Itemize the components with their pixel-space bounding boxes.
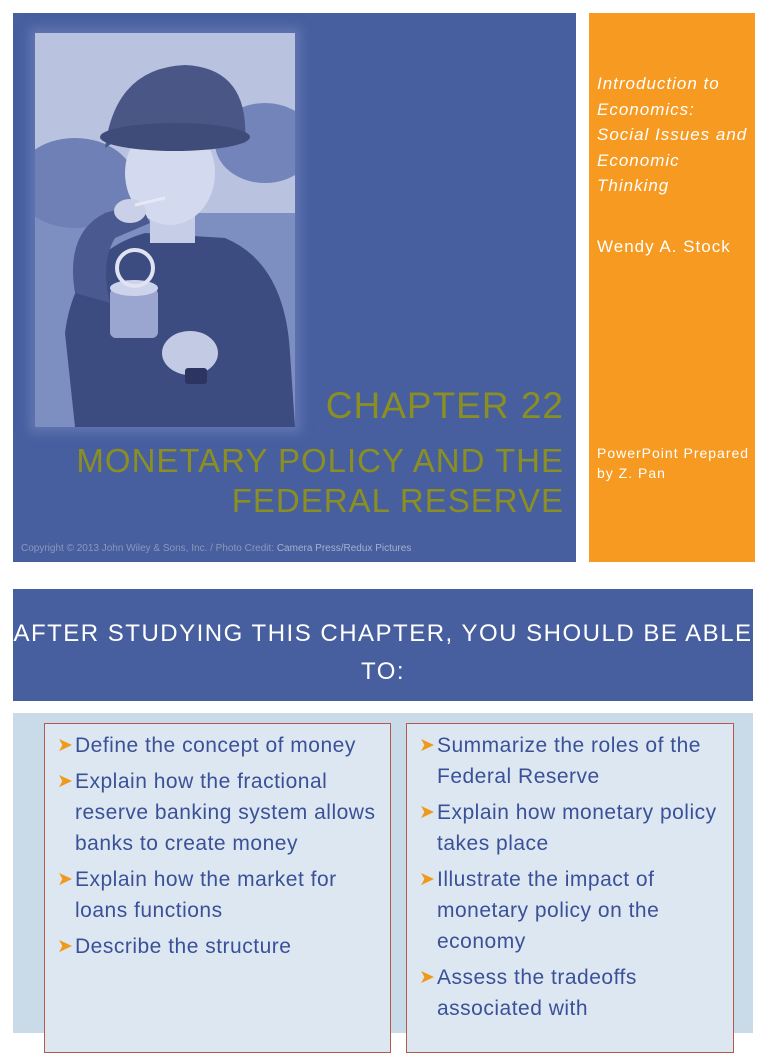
orange-arrow-bullet-icon: ➤ — [57, 771, 74, 792]
list-item — [419, 730, 725, 792]
orange-arrow-bullet-icon: ➤ — [57, 735, 74, 756]
orange-arrow-bullet-icon: ➤ — [57, 869, 74, 890]
list-item — [419, 797, 725, 859]
prepared-by-credit: PowerPoint Prepared by Z. Pan — [597, 445, 750, 481]
objectives-slide-body — [13, 713, 753, 1033]
copyright-text: Copyright © 2013 John Wiley & Sons, Inc. / Photo Credit: — [21, 543, 277, 554]
list-item — [57, 931, 382, 962]
copyright-notice — [21, 543, 411, 554]
book-title: Introduction to Economics: Social Issues and Economic Thinking — [597, 74, 748, 195]
list-item — [57, 766, 382, 859]
title-slide-side-panel — [589, 13, 755, 562]
objectives-left-list — [45, 724, 390, 962]
orange-arrow-bullet-icon: ➤ — [419, 869, 436, 890]
list-item — [57, 864, 382, 926]
chapter-title: MONETARY POLICY AND THE FEDERAL RESERVE — [76, 442, 564, 519]
objective-text: Summarize the roles of the Federal Reserve — [437, 734, 701, 788]
author-name: Wendy A. Stock — [597, 237, 731, 256]
objectives-right-list — [407, 724, 733, 1024]
photo-credit: Camera Press/Redux Pictures — [276, 543, 412, 554]
objectives-left-column — [44, 723, 391, 1053]
objective-text: Assess the tradeoffs associated with — [437, 966, 637, 1020]
orange-arrow-bullet-icon: ➤ — [419, 967, 436, 988]
soldier-photo-image — [35, 33, 295, 427]
cover-photo-soldier-eating — [35, 33, 295, 427]
orange-arrow-bullet-icon: ➤ — [57, 936, 74, 957]
list-item — [419, 864, 725, 957]
objective-text: Explain how monetary policy takes place — [437, 801, 717, 855]
objectives-heading: AFTER STUDYING THIS CHAPTER, YOU SHOULD BE ABLE TO: — [13, 620, 753, 685]
objective-text: Explain how the fractional reserve banking system allows banks to create money — [75, 770, 376, 855]
objectives-right-column — [406, 723, 734, 1053]
objectives-slide-header — [13, 589, 753, 701]
orange-arrow-bullet-icon: ➤ — [419, 735, 436, 756]
objective-text: Explain how the market for loans functions — [75, 868, 337, 922]
objective-text: Illustrate the impact of monetary policy on the economy — [437, 868, 660, 953]
chapter-number-label: CHAPTER 22 — [325, 385, 564, 426]
list-item — [57, 730, 382, 761]
objective-text: Describe the structure — [75, 935, 292, 958]
title-slide-main-panel — [13, 13, 576, 562]
list-item — [419, 962, 725, 1024]
orange-arrow-bullet-icon: ➤ — [419, 802, 436, 823]
objective-text: Define the concept of money — [75, 734, 356, 757]
